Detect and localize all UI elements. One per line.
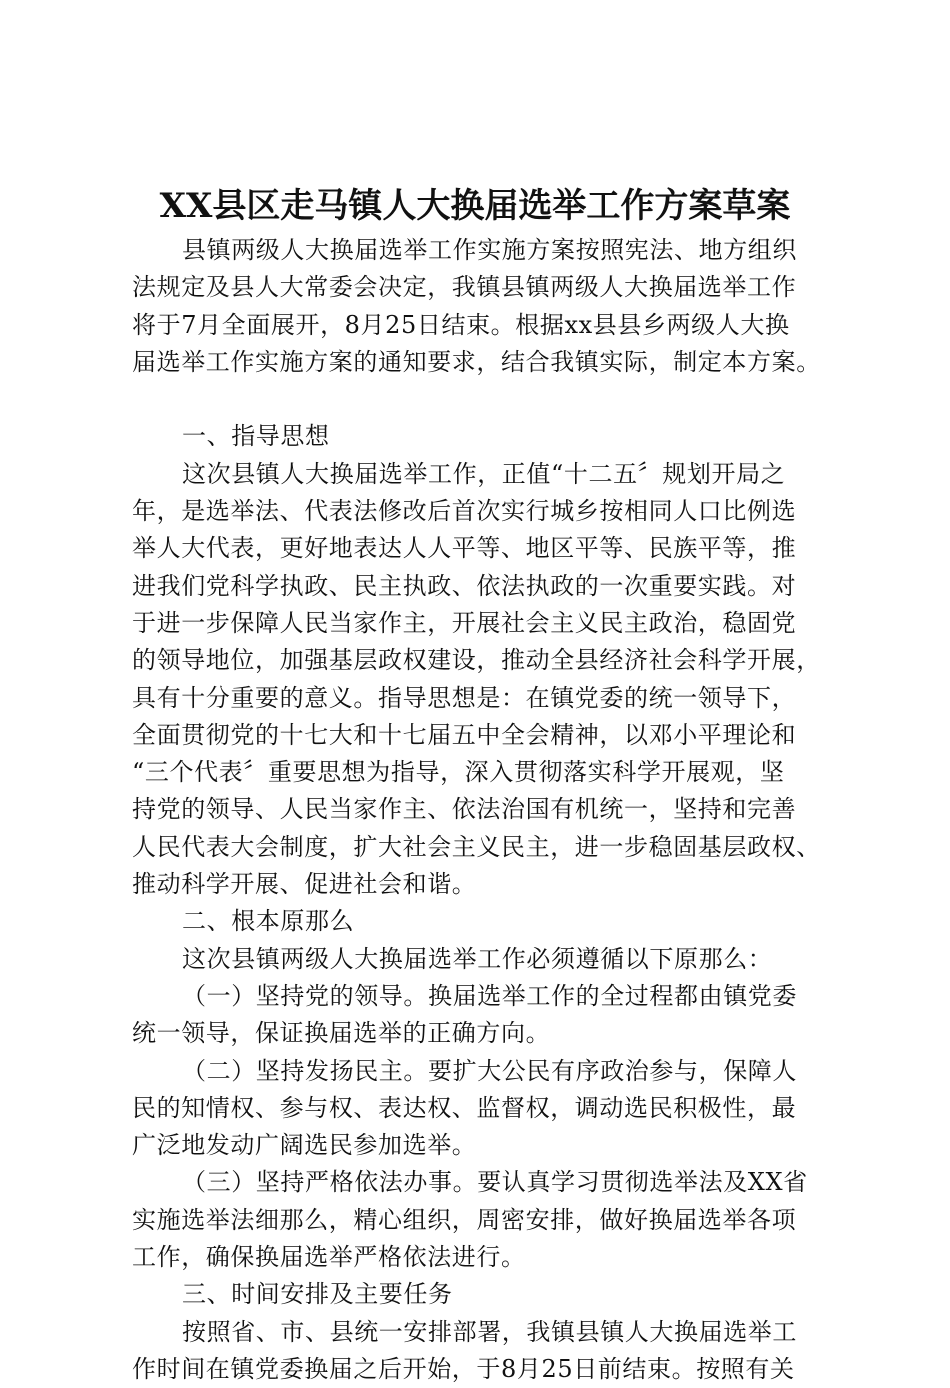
paragraph-line: （二）坚持发扬民主。要扩大公民有序政治参与，保障人 (182, 1056, 797, 1085)
paragraph-line: 按照省、市、县统一安排部署，我镇县镇人大换届选举工 (182, 1317, 797, 1346)
section-heading: 二、根本原那么 (182, 907, 355, 936)
paragraph-line: （三）坚持严格依法办事。要认真学习贯彻选举法及XX省 (182, 1168, 808, 1197)
paragraph-line: 具有十分重要的意义。指导思想是：在镇党委的统一领导下， (132, 683, 797, 712)
section-heading: 三、时间安排及主要任务 (182, 1280, 453, 1309)
paragraph-spacer (132, 381, 844, 418)
paragraph-line: 于进一步保障人民当家作主，开展社会主义民主政治，稳固党 (132, 608, 797, 637)
paragraph-line: 届选举工作实施方案的通知要求，结合我镇实际，制定本方案。 (132, 347, 821, 376)
paragraph-line: （一）坚持党的领导。换届选举工作的全过程都由镇党委 (182, 981, 797, 1010)
paragraph-line: 全面贯彻党的十七大和十七届五中全会精神，以邓小平理论和 (132, 720, 797, 749)
paragraph-line: 年，是选举法、代表法修改后首次实行城乡按相同人口比例选 (132, 497, 797, 526)
paragraph-line: 举人大代表，更好地表达人人平等、地区平等、民族平等，推 (132, 534, 797, 563)
paragraph-line: 广泛地发动广阔选民参加选举。 (132, 1131, 477, 1160)
paragraph-line: “三个代表〞重要思想为指导，深入贯彻落实科学开展观，坚 (132, 758, 785, 787)
document-body (132, 232, 844, 1388)
document-title: XX县区走马镇人大换届选举工作方案草案 (159, 186, 791, 226)
paragraph-line: 持党的领导、人民当家作主、依法治国有机统一，坚持和完善 (132, 795, 797, 824)
paragraph-line: 将于7月全面展开，8月25日结束。根据xx县县乡两级人大换 (132, 310, 790, 339)
paragraph-line: 统一领导，保证换届选举的正确方向。 (132, 1019, 551, 1048)
paragraph-line: 实施选举法细那么，精心组织，周密安排，做好换届选举各项 (132, 1205, 797, 1234)
paragraph-line: 县镇两级人大换届选举工作实施方案按照宪法、地方组织 (182, 236, 797, 264)
section-heading: 一、指导思想 (182, 422, 330, 451)
paragraph-line: 作时间在镇党委换届之后开始，于8月25日前结束。按照有关 (132, 1354, 795, 1383)
paragraph-line: 推动科学开展、促进社会和谐。 (132, 870, 477, 899)
paragraph-line: 民的知情权、参与权、表达权、监督权，调动选民积极性，最 (132, 1093, 797, 1122)
paragraph-line: 法规定及县人大常委会决定，我镇县镇两级人大换届选举工作 (132, 273, 797, 302)
paragraph-line: 的领导地位，加强基层政权建设，推动全县经济社会科学开展， (132, 646, 821, 675)
paragraph-line: 进我们党科学执政、民主执政、依法执政的一次重要实践。对 (132, 571, 797, 600)
paragraph-line: 工作，确保换届选举严格依法进行。 (132, 1243, 526, 1272)
paragraph-line: 人民代表大会制度，扩大社会主义民主，进一步稳固基层政权、 (132, 832, 821, 861)
paragraph-line: 这次县镇人大换届选举工作，正值“十二五〞规划开局之 (182, 459, 786, 488)
paragraph-line: 这次县镇两级人大换届选举工作必须遵循以下原那么： (182, 944, 773, 973)
